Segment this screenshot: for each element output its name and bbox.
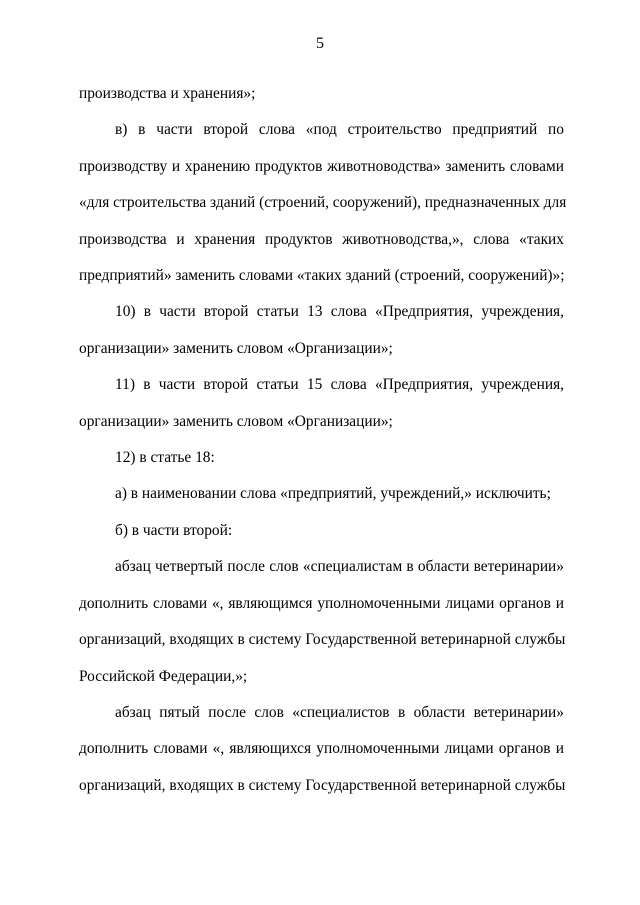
text-line: в) в части второй слова «под строительство предприятий по [115, 121, 564, 139]
text-line: предприятий» заменить словами «таких зданий (строений, сооружений)»; [79, 267, 565, 285]
text-line: а) в наименовании слова «предприятий, учреждений,» исключить; [115, 485, 551, 503]
text-line: 12) в статье 18: [115, 449, 215, 467]
text-line: производства и хранения продуктов животноводства,», слова «таких [79, 230, 564, 248]
text-line: организаций, входящих в систему Государственной ветеринарной службы [79, 631, 566, 649]
text-line: 10) в части второй статьи 13 слова «Предприятия, учреждения, [115, 303, 564, 321]
text-line: абзац четвертый после слов «специалистам в области ветеринарии» [115, 558, 564, 576]
text-line: дополнить словами «, являющимся уполномоченными лицами органов и [79, 594, 564, 612]
text-line: организации» заменить словом «Организации»; [79, 339, 393, 357]
text-line: производству и хранению продуктов животноводства» заменить словами [79, 157, 564, 175]
page-number: 5 [316, 35, 324, 52]
document-body [79, 76, 567, 804]
text-line: организации» заменить словом «Организации»; [79, 412, 393, 430]
text-line: «для строительства зданий (строений, сооружений), предназначенных для [79, 194, 567, 212]
text-line: 11) в части второй статьи 15 слова «Предприятия, учреждения, [115, 376, 564, 394]
text-line: Российской Федерации,»; [79, 667, 248, 685]
text-line: абзац пятый после слов «специалистов в области ветеринарии» [115, 703, 564, 721]
text-line: дополнить словами «, являющихся уполномоченными лицами органов и [79, 740, 564, 758]
text-line: б) в части второй: [115, 521, 233, 539]
text-line: организаций, входящих в систему Государственной ветеринарной службы [79, 776, 566, 794]
text-line: производства и хранения»; [79, 85, 256, 102]
